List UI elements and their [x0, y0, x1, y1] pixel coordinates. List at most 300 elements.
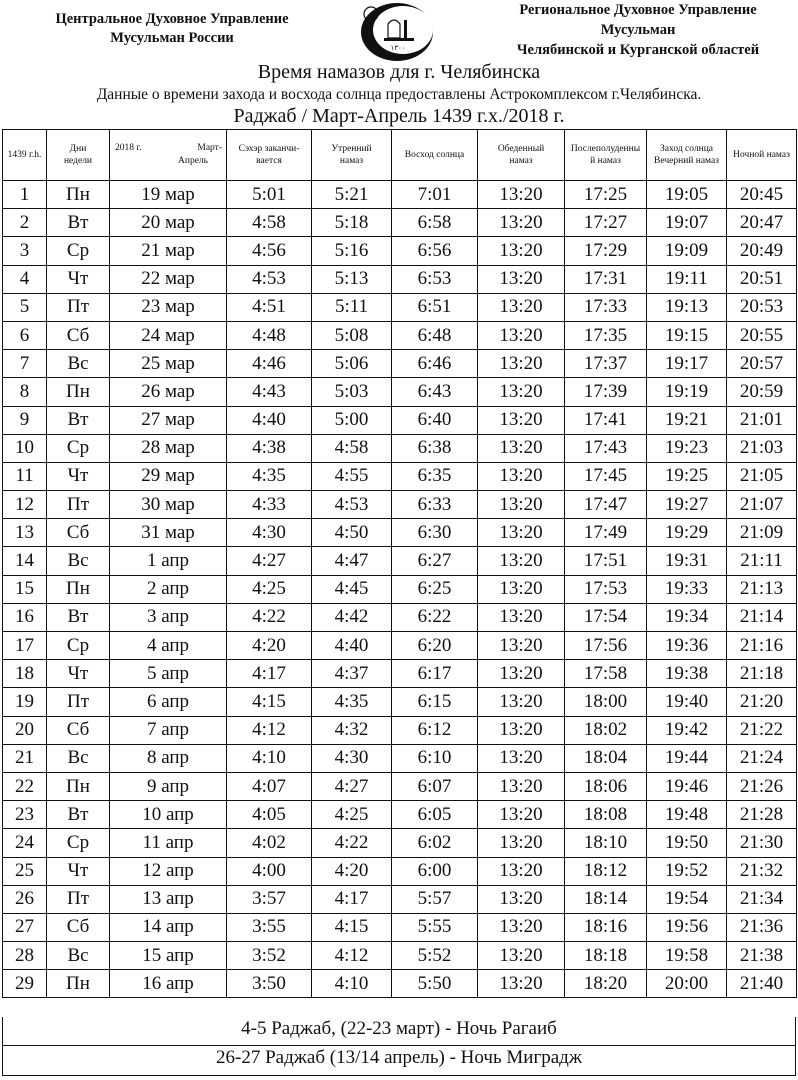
table-row [3, 406, 797, 434]
cell-date: 13 апр [110, 885, 227, 913]
cell-fajr: 5:00 [312, 406, 392, 434]
cell-sunrise: 6:15 [392, 688, 478, 716]
cell-fajr: 5:08 [312, 321, 392, 349]
holy-night-note-miraj: 26-27 Раджаб (13/14 апрель) - Ночь Миградж [2, 1046, 796, 1076]
cell-weekday: Пт [47, 885, 110, 913]
cell-day-number: 26 [3, 885, 47, 913]
table-row [3, 829, 797, 857]
holy-night-note-ragaib: 4-5 Раджаб, (22-23 март) - Ночь Рагаиб [2, 1017, 796, 1046]
cell-sunrise: 6:20 [392, 632, 478, 660]
cell-weekday: Пт [47, 491, 110, 519]
cell-fajr: 5:18 [312, 209, 392, 237]
col-header-dhuhr: Обеденный намаз [478, 130, 565, 181]
cell-isha: 21:16 [727, 632, 797, 660]
mosque-crescent-logo [358, 2, 436, 62]
cell-maghrib: 19:25 [647, 462, 727, 490]
cell-suhur-end: 4:05 [227, 801, 312, 829]
cell-weekday: Сб [47, 913, 110, 941]
col-header-asr: Послеполуденны й намаз [565, 130, 647, 181]
cell-maghrib: 19:40 [647, 688, 727, 716]
cell-sunrise: 6:17 [392, 660, 478, 688]
cell-sunrise: 6:51 [392, 293, 478, 321]
cell-suhur-end: 4:17 [227, 660, 312, 688]
cell-asr: 17:58 [565, 660, 647, 688]
logo-caption: ١٣٠٠ [390, 44, 406, 52]
cell-isha: 21:22 [727, 716, 797, 744]
cell-dhuhr: 13:20 [478, 829, 565, 857]
cell-maghrib: 19:27 [647, 491, 727, 519]
cell-weekday: Пн [47, 772, 110, 800]
cell-day-number: 4 [3, 265, 47, 293]
cell-dhuhr: 13:20 [478, 575, 565, 603]
cell-asr: 18:20 [565, 970, 647, 998]
cell-suhur-end: 3:52 [227, 942, 312, 970]
cell-maghrib: 19:09 [647, 237, 727, 265]
cell-isha: 21:40 [727, 970, 797, 998]
cell-maghrib: 19:56 [647, 913, 727, 941]
cell-isha: 20:57 [727, 350, 797, 378]
cell-day-number: 3 [3, 237, 47, 265]
cell-suhur-end: 4:00 [227, 857, 312, 885]
cell-fajr: 4:47 [312, 547, 392, 575]
table-row [3, 688, 797, 716]
cell-sunrise: 5:57 [392, 885, 478, 913]
cell-isha: 21:30 [727, 829, 797, 857]
page-title: Время намазов для г. Челябинска [257, 61, 541, 83]
table-row [3, 942, 797, 970]
table-row [3, 772, 797, 800]
cell-isha: 21:14 [727, 603, 797, 631]
cell-day-number: 6 [3, 321, 47, 349]
cell-suhur-end: 4:15 [227, 688, 312, 716]
cell-suhur-end: 4:30 [227, 519, 312, 547]
table-row [3, 632, 797, 660]
cell-sunrise: 6:00 [392, 857, 478, 885]
cell-fajr: 5:13 [312, 265, 392, 293]
cell-day-number: 12 [3, 491, 47, 519]
cell-maghrib: 19:31 [647, 547, 727, 575]
cell-date: 28 мар [110, 434, 227, 462]
table-row [3, 378, 797, 406]
cell-dhuhr: 13:20 [478, 801, 565, 829]
cell-day-number: 11 [3, 462, 47, 490]
cell-date: 3 апр [110, 603, 227, 631]
table-row [3, 321, 797, 349]
period-subtitle: Раджаб / Март-Апрель 1439 г.х./2018 г. [233, 105, 565, 127]
cell-date: 7 апр [110, 716, 227, 744]
table-row [3, 575, 797, 603]
cell-dhuhr: 13:20 [478, 688, 565, 716]
cell-day-number: 19 [3, 688, 47, 716]
cell-maghrib: 19:23 [647, 434, 727, 462]
cell-day-number: 29 [3, 970, 47, 998]
cell-sunrise: 6:46 [392, 350, 478, 378]
cell-fajr: 4:50 [312, 519, 392, 547]
cell-weekday: Вс [47, 547, 110, 575]
table-row [3, 885, 797, 913]
cell-maghrib: 19:19 [647, 378, 727, 406]
cell-suhur-end: 4:35 [227, 462, 312, 490]
cell-fajr: 4:27 [312, 772, 392, 800]
cell-date: 31 мар [110, 519, 227, 547]
cell-asr: 18:02 [565, 716, 647, 744]
cell-dhuhr: 13:20 [478, 378, 565, 406]
table-row [3, 434, 797, 462]
cell-isha: 20:53 [727, 293, 797, 321]
cell-day-number: 10 [3, 434, 47, 462]
cell-isha: 21:01 [727, 406, 797, 434]
cell-weekday: Сб [47, 321, 110, 349]
cell-day-number: 13 [3, 519, 47, 547]
cell-suhur-end: 3:55 [227, 913, 312, 941]
cell-suhur-end: 3:57 [227, 885, 312, 913]
cell-sunrise: 5:55 [392, 913, 478, 941]
cell-day-number: 20 [3, 716, 47, 744]
table-row [3, 547, 797, 575]
cell-maghrib: 19:21 [647, 406, 727, 434]
cell-asr: 18:10 [565, 829, 647, 857]
cell-asr: 17:54 [565, 603, 647, 631]
cell-day-number: 5 [3, 293, 47, 321]
table-row [3, 462, 797, 490]
cell-weekday: Пн [47, 378, 110, 406]
cell-suhur-end: 4:58 [227, 209, 312, 237]
cell-asr: 17:41 [565, 406, 647, 434]
cell-weekday: Сб [47, 716, 110, 744]
table-header-row [3, 130, 797, 181]
cell-date: 11 апр [110, 829, 227, 857]
cell-maghrib: 19:48 [647, 801, 727, 829]
cell-suhur-end: 4:51 [227, 293, 312, 321]
cell-fajr: 4:37 [312, 660, 392, 688]
cell-sunrise: 6:02 [392, 829, 478, 857]
cell-day-number: 2 [3, 209, 47, 237]
cell-day-number: 24 [3, 829, 47, 857]
regional-org-line: Мусульман [600, 22, 676, 38]
cell-date: 16 апр [110, 970, 227, 998]
cell-fajr: 4:12 [312, 942, 392, 970]
prayer-times-table [2, 129, 797, 998]
cell-asr: 17:37 [565, 350, 647, 378]
central-org-name [22, 10, 322, 48]
table-row [3, 293, 797, 321]
cell-suhur-end: 4:48 [227, 321, 312, 349]
table-row [3, 913, 797, 941]
cell-date: 29 мар [110, 462, 227, 490]
cell-sunrise: 6:05 [392, 801, 478, 829]
cell-day-number: 7 [3, 350, 47, 378]
cell-asr: 17:29 [565, 237, 647, 265]
cell-dhuhr: 13:20 [478, 209, 565, 237]
cell-weekday: Вс [47, 942, 110, 970]
cell-asr: 17:53 [565, 575, 647, 603]
cell-sunrise: 6:10 [392, 744, 478, 772]
cell-isha: 21:03 [727, 434, 797, 462]
cell-fajr: 5:06 [312, 350, 392, 378]
cell-suhur-end: 4:02 [227, 829, 312, 857]
cell-sunrise: 6:33 [392, 491, 478, 519]
cell-maghrib: 19:05 [647, 181, 727, 209]
cell-maghrib: 19:15 [647, 321, 727, 349]
cell-sunrise: 6:56 [392, 237, 478, 265]
cell-dhuhr: 13:20 [478, 406, 565, 434]
cell-suhur-end: 4:46 [227, 350, 312, 378]
cell-maghrib: 19:50 [647, 829, 727, 857]
cell-dhuhr: 13:20 [478, 462, 565, 490]
cell-isha: 21:13 [727, 575, 797, 603]
cell-asr: 17:51 [565, 547, 647, 575]
cell-asr: 18:04 [565, 744, 647, 772]
cell-dhuhr: 13:20 [478, 237, 565, 265]
cell-dhuhr: 13:20 [478, 265, 565, 293]
cell-weekday: Чт [47, 660, 110, 688]
cell-maghrib: 19:11 [647, 265, 727, 293]
cell-asr: 17:35 [565, 321, 647, 349]
cell-sunrise: 5:52 [392, 942, 478, 970]
cell-maghrib: 19:46 [647, 772, 727, 800]
cell-weekday: Пн [47, 970, 110, 998]
cell-asr: 17:39 [565, 378, 647, 406]
table-row [3, 716, 797, 744]
cell-sunrise: 6:35 [392, 462, 478, 490]
cell-maghrib: 19:34 [647, 603, 727, 631]
cell-sunrise: 6:40 [392, 406, 478, 434]
cell-fajr: 4:55 [312, 462, 392, 490]
cell-asr: 17:25 [565, 181, 647, 209]
cell-maghrib: 19:58 [647, 942, 727, 970]
table-row [3, 603, 797, 631]
cell-date: 6 апр [110, 688, 227, 716]
cell-sunrise: 5:50 [392, 970, 478, 998]
col-header-fajr: Утренний намаз [312, 130, 392, 181]
cell-maghrib: 19:44 [647, 744, 727, 772]
cell-fajr: 4:35 [312, 688, 392, 716]
cell-date: 2 апр [110, 575, 227, 603]
cell-isha: 21:07 [727, 491, 797, 519]
cell-asr: 18:14 [565, 885, 647, 913]
cell-fajr: 4:22 [312, 829, 392, 857]
cell-maghrib: 19:36 [647, 632, 727, 660]
cell-fajr: 4:30 [312, 744, 392, 772]
cell-weekday: Чт [47, 462, 110, 490]
cell-sunrise: 6:48 [392, 321, 478, 349]
cell-suhur-end: 4:53 [227, 265, 312, 293]
col-header-isha: Ночной намаз [727, 130, 797, 181]
cell-maghrib: 19:17 [647, 350, 727, 378]
cell-weekday: Вт [47, 801, 110, 829]
cell-dhuhr: 13:20 [478, 970, 565, 998]
cell-weekday: Пт [47, 293, 110, 321]
cell-suhur-end: 4:56 [227, 237, 312, 265]
cell-fajr: 4:10 [312, 970, 392, 998]
cell-fajr: 4:15 [312, 913, 392, 941]
cell-asr: 18:06 [565, 772, 647, 800]
cell-weekday: Ср [47, 237, 110, 265]
cell-isha: 21:38 [727, 942, 797, 970]
cell-fajr: 4:32 [312, 716, 392, 744]
col-header-suhur-end: Сэхэр заканчи- вается [227, 130, 312, 181]
cell-suhur-end: 4:38 [227, 434, 312, 462]
cell-isha: 21:36 [727, 913, 797, 941]
cell-dhuhr: 13:20 [478, 885, 565, 913]
cell-asr: 18:00 [565, 688, 647, 716]
cell-fajr: 4:53 [312, 491, 392, 519]
cell-weekday: Ср [47, 829, 110, 857]
table-row [3, 350, 797, 378]
cell-dhuhr: 13:20 [478, 744, 565, 772]
regional-org-line: Региональное Духовное Управление [519, 2, 757, 18]
cell-date: 30 мар [110, 491, 227, 519]
cell-day-number: 1 [3, 181, 47, 209]
cell-sunrise: 6:27 [392, 547, 478, 575]
cell-suhur-end: 4:27 [227, 547, 312, 575]
col-header-sunrise: Восход солнца [392, 130, 478, 181]
cell-dhuhr: 13:20 [478, 913, 565, 941]
cell-suhur-end: 5:01 [227, 181, 312, 209]
cell-isha: 20:47 [727, 209, 797, 237]
cell-weekday: Пн [47, 181, 110, 209]
cell-date: 15 апр [110, 942, 227, 970]
cell-isha: 21:34 [727, 885, 797, 913]
cell-dhuhr: 13:20 [478, 181, 565, 209]
cell-day-number: 21 [3, 744, 47, 772]
col-header-maghrib: Заход солнца Вечерний намаз [647, 130, 727, 181]
cell-asr: 18:16 [565, 913, 647, 941]
cell-day-number: 27 [3, 913, 47, 941]
cell-asr: 17:27 [565, 209, 647, 237]
cell-isha: 21:18 [727, 660, 797, 688]
cell-date: 19 мар [110, 181, 227, 209]
cell-asr: 18:12 [565, 857, 647, 885]
cell-date: 25 мар [110, 350, 227, 378]
cell-date: 1 апр [110, 547, 227, 575]
cell-suhur-end: 4:20 [227, 632, 312, 660]
mosque-dome-icon [388, 20, 400, 38]
cell-suhur-end: 4:22 [227, 603, 312, 631]
cell-sunrise: 6:12 [392, 716, 478, 744]
cell-sunrise: 6:22 [392, 603, 478, 631]
cell-weekday: Пт [47, 688, 110, 716]
cell-asr: 17:43 [565, 434, 647, 462]
cell-weekday: Чт [47, 265, 110, 293]
cell-sunrise: 6:43 [392, 378, 478, 406]
cell-asr: 18:08 [565, 801, 647, 829]
cell-sunrise: 6:30 [392, 519, 478, 547]
cell-weekday: Сб [47, 519, 110, 547]
cell-date: 8 апр [110, 744, 227, 772]
cell-sunrise: 6:53 [392, 265, 478, 293]
cell-fajr: 4:45 [312, 575, 392, 603]
cell-dhuhr: 13:20 [478, 491, 565, 519]
cell-suhur-end: 4:07 [227, 772, 312, 800]
cell-dhuhr: 13:20 [478, 293, 565, 321]
table-row [3, 491, 797, 519]
cell-isha: 21:09 [727, 519, 797, 547]
cell-asr: 18:18 [565, 942, 647, 970]
cell-date: 20 мар [110, 209, 227, 237]
cell-day-number: 23 [3, 801, 47, 829]
cell-date: 26 мар [110, 378, 227, 406]
table-row [3, 181, 797, 209]
cell-dhuhr: 13:20 [478, 857, 565, 885]
table-row [3, 970, 797, 998]
cell-isha: 20:51 [727, 265, 797, 293]
cell-asr: 17:45 [565, 462, 647, 490]
cell-asr: 17:33 [565, 293, 647, 321]
cell-sunrise: 6:58 [392, 209, 478, 237]
cell-maghrib: 19:52 [647, 857, 727, 885]
cell-dhuhr: 13:20 [478, 350, 565, 378]
cell-isha: 21:32 [727, 857, 797, 885]
table-row [3, 519, 797, 547]
cell-dhuhr: 13:20 [478, 603, 565, 631]
table-row [3, 744, 797, 772]
cell-isha: 20:49 [727, 237, 797, 265]
cell-maghrib: 19:38 [647, 660, 727, 688]
cell-day-number: 16 [3, 603, 47, 631]
cell-suhur-end: 4:25 [227, 575, 312, 603]
cell-suhur-end: 4:43 [227, 378, 312, 406]
cell-day-number: 8 [3, 378, 47, 406]
cell-isha: 20:55 [727, 321, 797, 349]
cell-asr: 17:49 [565, 519, 647, 547]
cell-maghrib: 19:42 [647, 716, 727, 744]
cell-fajr: 5:21 [312, 181, 392, 209]
cell-date: 5 апр [110, 660, 227, 688]
cell-sunrise: 7:01 [392, 181, 478, 209]
cell-weekday: Вт [47, 603, 110, 631]
cell-day-number: 18 [3, 660, 47, 688]
cell-maghrib: 19:29 [647, 519, 727, 547]
cell-date: 12 апр [110, 857, 227, 885]
cell-day-number: 22 [3, 772, 47, 800]
cell-day-number: 14 [3, 547, 47, 575]
cell-isha: 21:24 [727, 744, 797, 772]
cell-asr: 17:47 [565, 491, 647, 519]
regional-org-name [478, 0, 798, 60]
cell-day-number: 17 [3, 632, 47, 660]
cell-sunrise: 6:25 [392, 575, 478, 603]
cell-weekday: Ср [47, 434, 110, 462]
cell-weekday: Пн [47, 575, 110, 603]
cell-maghrib: 20:00 [647, 970, 727, 998]
cell-weekday: Вт [47, 406, 110, 434]
cell-date: 23 мар [110, 293, 227, 321]
central-org-line: Центральное Духовное Управление [55, 11, 289, 27]
cell-day-number: 25 [3, 857, 47, 885]
cell-fajr: 4:40 [312, 632, 392, 660]
cell-date: 21 мар [110, 237, 227, 265]
cell-weekday: Вс [47, 350, 110, 378]
table-row [3, 265, 797, 293]
cell-fajr: 4:25 [312, 801, 392, 829]
cell-fajr: 5:03 [312, 378, 392, 406]
cell-sunrise: 6:38 [392, 434, 478, 462]
cell-asr: 17:31 [565, 265, 647, 293]
cell-dhuhr: 13:20 [478, 716, 565, 744]
table-row [3, 801, 797, 829]
cell-day-number: 28 [3, 942, 47, 970]
table-row [3, 660, 797, 688]
cell-dhuhr: 13:20 [478, 660, 565, 688]
cell-dhuhr: 13:20 [478, 942, 565, 970]
cell-date: 9 апр [110, 772, 227, 800]
data-source-note: Данные о времени захода и восхода солнца предоставлены Астрокомплексом г.Челябинска. [96, 86, 702, 103]
cell-dhuhr: 13:20 [478, 519, 565, 547]
cell-dhuhr: 13:20 [478, 321, 565, 349]
cell-dhuhr: 13:20 [478, 772, 565, 800]
cell-day-number: 15 [3, 575, 47, 603]
